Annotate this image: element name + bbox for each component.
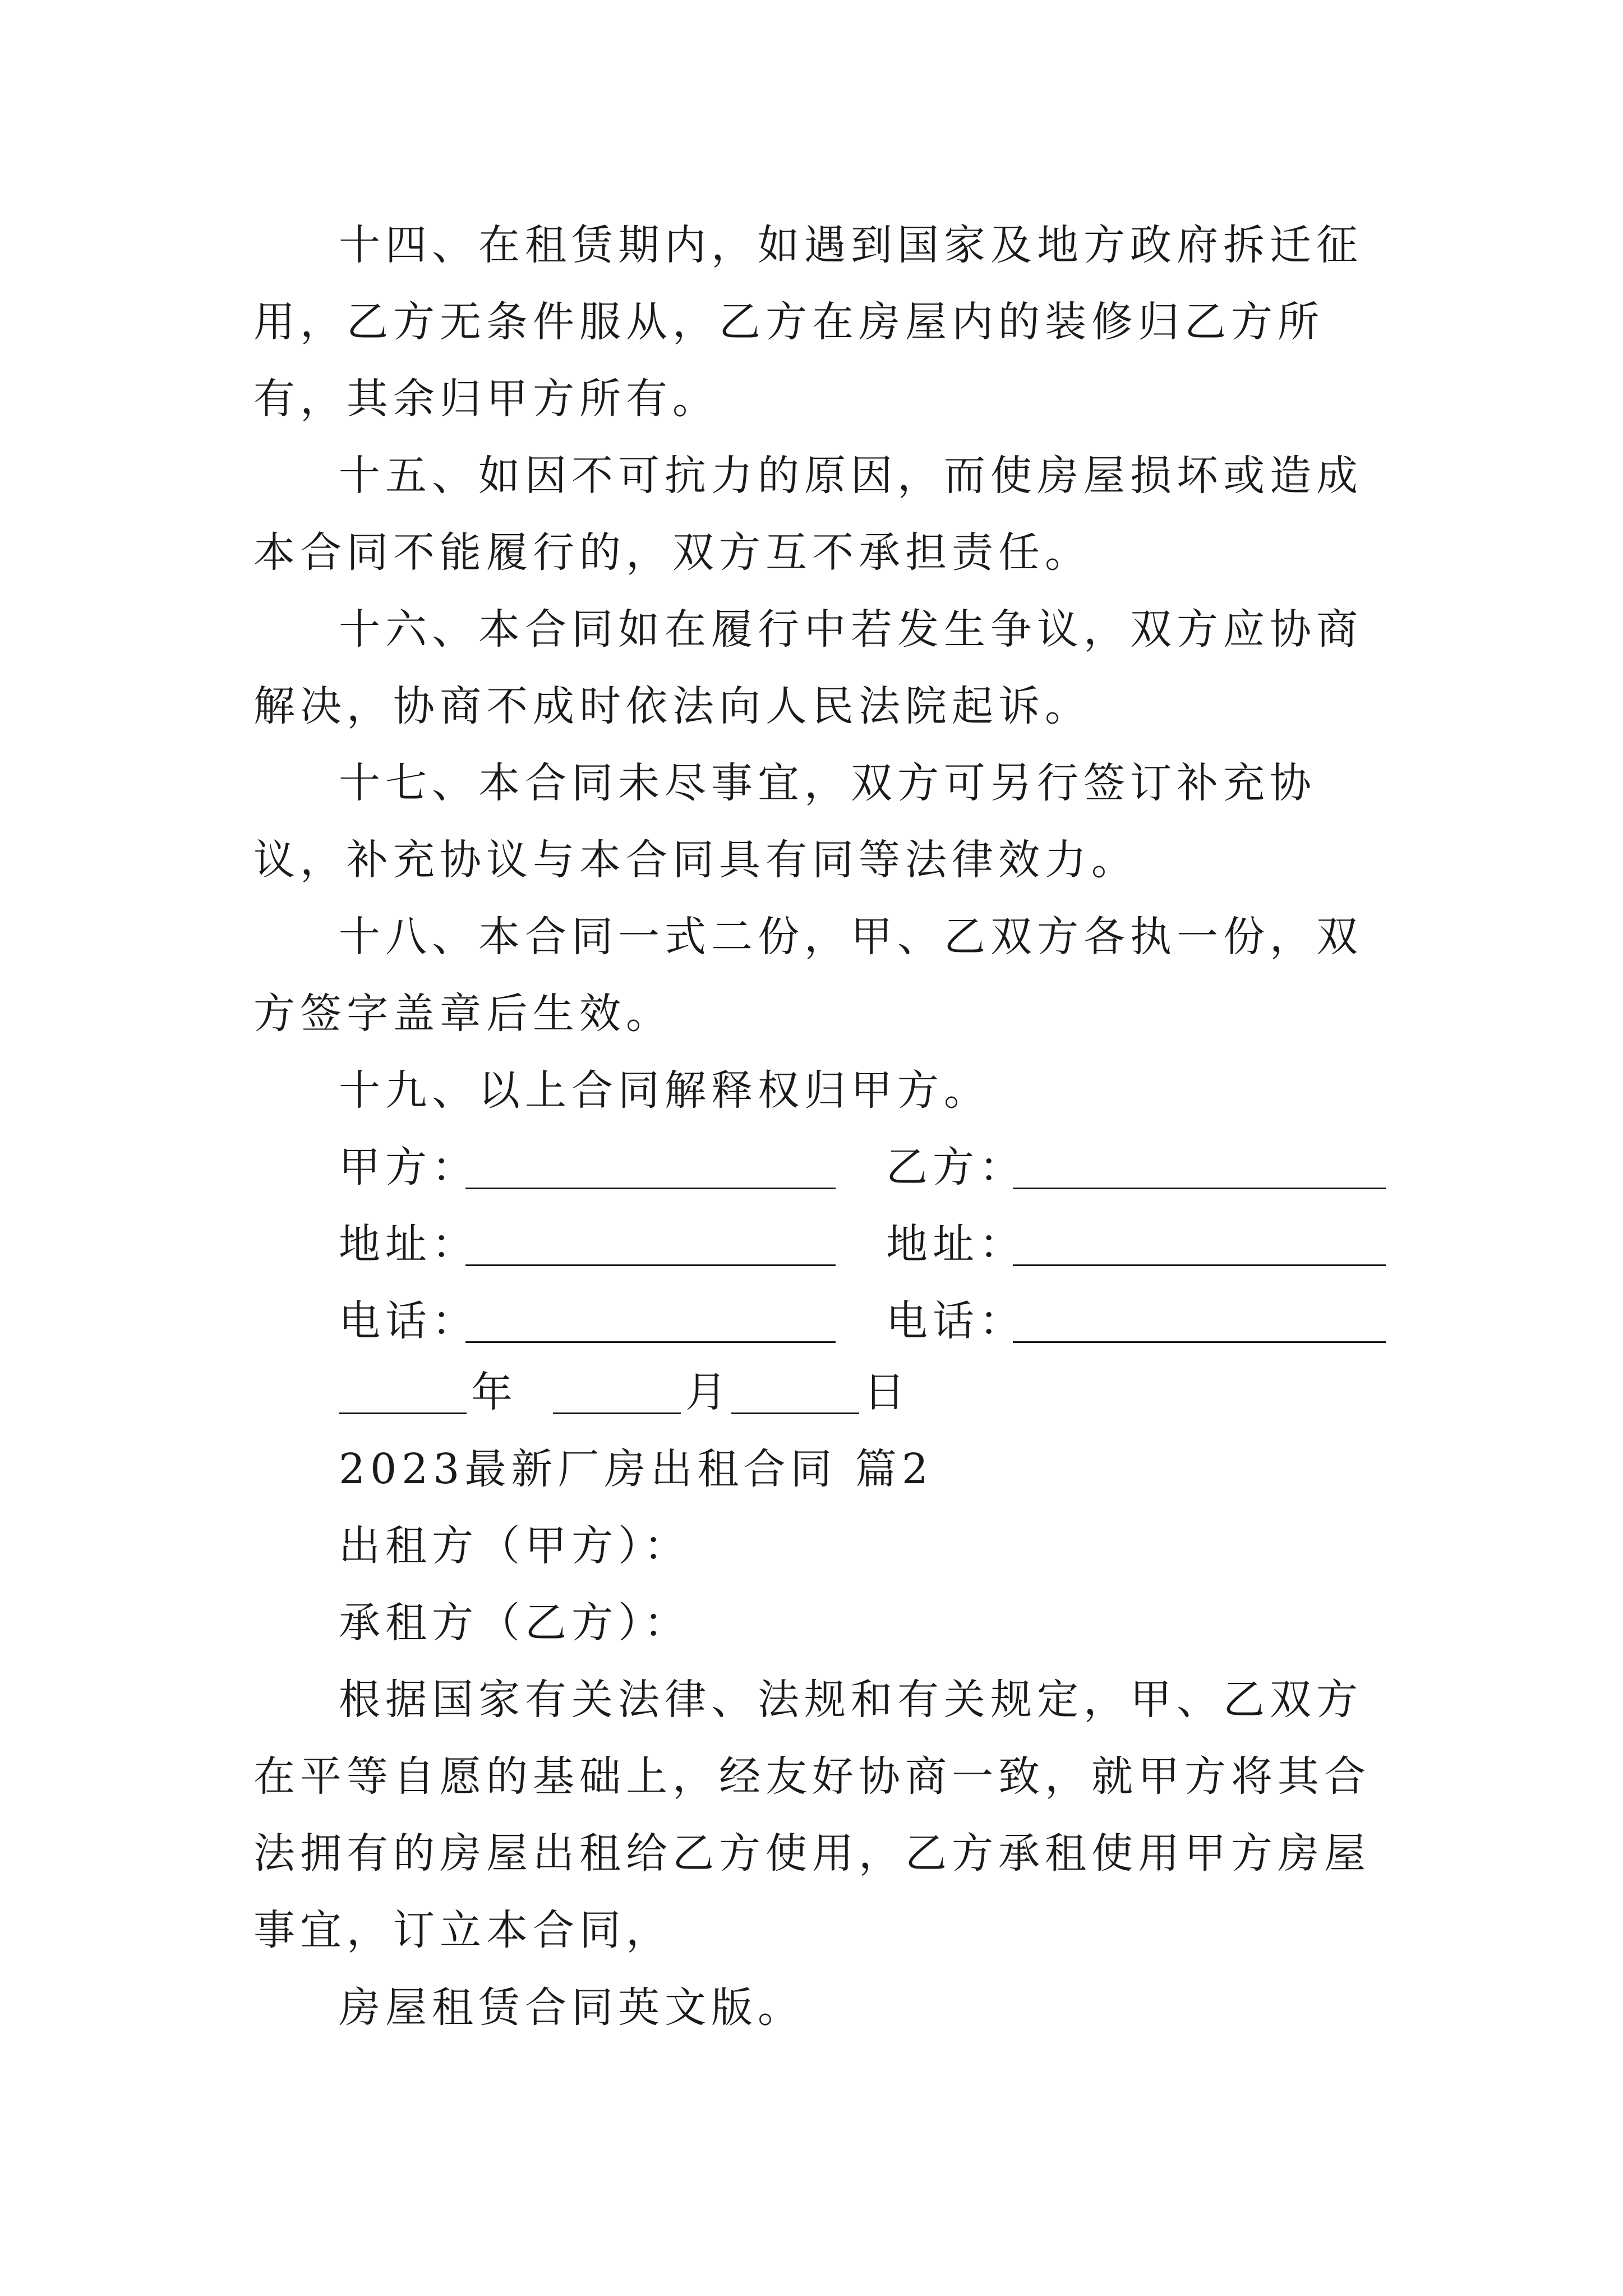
closing-line: 房屋租赁合同英文版。 xyxy=(339,1984,804,2032)
address-a-label: 地址： xyxy=(339,1220,478,1268)
clause-15: 十五、如因不可抗力的原因，而使房屋损坏或造成本合同不能履行的，双方互不承担责任。 xyxy=(253,452,1363,577)
year-blank[interactable] xyxy=(339,1412,467,1414)
address-b-blank[interactable] xyxy=(1013,1264,1386,1266)
phone-a-label: 电话： xyxy=(339,1297,478,1345)
phone-b-label: 电话： xyxy=(886,1297,1026,1345)
phone-a-blank[interactable] xyxy=(465,1341,836,1343)
clause-18: 十八、本合同一式二份，甲、乙双方各执一份，双方签字盖章后生效。 xyxy=(253,913,1363,1038)
party-a-field xyxy=(339,1129,478,1206)
party-b-label: 乙方： xyxy=(886,1143,1026,1191)
signature-address-row xyxy=(339,1206,1387,1283)
month-label: 月 xyxy=(685,1368,732,1416)
month-blank[interactable] xyxy=(553,1412,681,1414)
phone-b-blank[interactable] xyxy=(1013,1341,1386,1343)
clause-19: 十九、以上合同解释权归甲方。 xyxy=(339,1066,990,1115)
address-a-field xyxy=(339,1206,478,1283)
address-b-label: 地址： xyxy=(886,1220,1026,1268)
day-blank[interactable] xyxy=(731,1412,859,1414)
intro-paragraph: 根据国家有关法律、法规和有关规定，甲、乙双方在平等自愿的基础上，经友好协商一致，就甲方将其合法拥有的房屋出租给乙方使用，乙方承租使用甲方房屋事宜，订立本合同， xyxy=(253,1676,1371,1954)
clause-17: 十七、本合同未尽事宜，双方可另行签订补充协议，补充协议与本合同具有同等法律效力。 xyxy=(253,759,1316,884)
section-title: 2023最新厂房出租合同 篇2 xyxy=(339,1445,933,1493)
clause-16: 十六、本合同如在履行中若发生争议，双方应协商解决，协商不成时依法向人民法院起诉。 xyxy=(253,605,1363,730)
party-b-field xyxy=(886,1129,1026,1206)
day-label: 日 xyxy=(864,1368,910,1416)
signature-phone-row xyxy=(339,1283,1387,1360)
party-b-blank[interactable] xyxy=(1013,1188,1386,1189)
signature-party-row xyxy=(339,1129,1387,1206)
clause-14: 十四、在租赁期内，如遇到国家及地方政府拆迁征用，乙方无条件服从，乙方在房屋内的装修归乙方所有，其余归甲方所有。 xyxy=(253,221,1363,423)
address-b-field xyxy=(886,1206,1026,1283)
lessor-line: 出租方（甲方）： xyxy=(339,1522,690,1570)
lessee-line: 承租方（乙方）： xyxy=(339,1599,690,1647)
address-a-blank[interactable] xyxy=(465,1264,836,1266)
phone-b-field xyxy=(886,1283,1026,1360)
year-label: 年 xyxy=(471,1368,518,1416)
party-a-blank[interactable] xyxy=(465,1188,836,1189)
date-row xyxy=(339,1354,1124,1431)
party-a-label: 甲方： xyxy=(339,1143,478,1191)
phone-a-field xyxy=(339,1283,478,1360)
